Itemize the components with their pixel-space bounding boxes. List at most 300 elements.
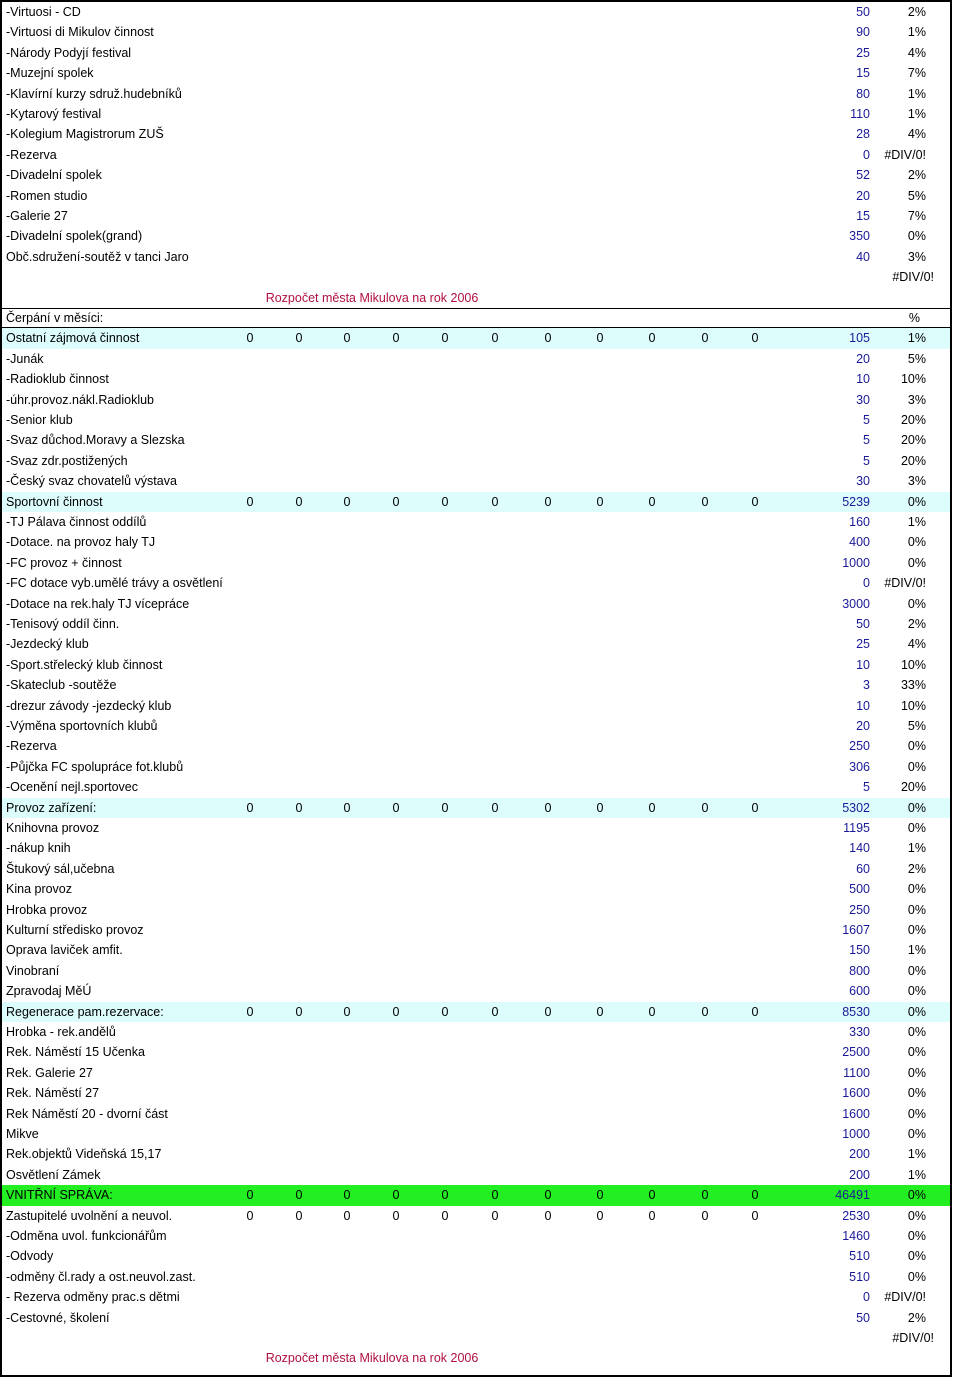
row-amount: 5 — [863, 453, 870, 468]
row-amount: 400 — [849, 535, 870, 550]
row-amount: 200 — [849, 1167, 870, 1182]
row-percent: 10% — [900, 372, 926, 387]
table-row — [2, 1083, 950, 1103]
table-row — [2, 1328, 950, 1348]
row-label: Zpravodaj MěÚ — [6, 984, 92, 999]
row-percent: 0% — [907, 1065, 926, 1080]
row-percent: 0% — [907, 1249, 926, 1264]
month-value: 0 — [343, 1208, 351, 1223]
table-row — [2, 267, 950, 287]
row-label: -Kolegium Magistrorum ZUŠ — [6, 127, 164, 142]
table-row — [2, 206, 950, 226]
table-row — [2, 838, 950, 858]
month-value: 0 — [491, 800, 499, 815]
month-value: 0 — [544, 494, 552, 509]
row-percent: 0% — [907, 821, 926, 835]
month-value: 0 — [246, 494, 254, 509]
row-amount: 25 — [856, 637, 870, 652]
row-amount: 15 — [856, 209, 870, 223]
month-value: 0 — [701, 1208, 709, 1223]
month-value: 0 — [648, 331, 656, 346]
table-row — [2, 614, 950, 634]
row-percent: 0% — [907, 963, 926, 978]
cerpani-label: Čerpání v měsíci: — [6, 311, 104, 325]
month-value: 0 — [441, 494, 449, 509]
month-value: 0 — [343, 331, 351, 346]
table-row — [2, 1185, 950, 1205]
row-label: -Sport.střelecký klub činnost — [6, 657, 163, 672]
row-amount: 52 — [856, 168, 870, 183]
row-label: -Odvody — [6, 1249, 54, 1264]
row-percent: 1% — [907, 841, 926, 856]
month-value: 0 — [491, 1188, 499, 1203]
month-value: 0 — [596, 1004, 604, 1019]
table-row — [2, 981, 950, 1001]
row-label: VNITŘNÍ SPRÁVA: — [6, 1188, 113, 1203]
month-value: 0 — [441, 1208, 449, 1223]
month-value: 0 — [392, 331, 400, 346]
row-percent: 1% — [907, 515, 926, 529]
row-percent: 0% — [907, 1106, 926, 1121]
month-value: 0 — [441, 1004, 449, 1019]
row-amount: 1000 — [842, 1127, 870, 1141]
row-amount: 0 — [863, 576, 870, 591]
month-value: 0 — [491, 1208, 499, 1223]
month-value: 0 — [544, 1208, 552, 1223]
table-row — [2, 1308, 950, 1328]
month-value: 0 — [701, 1004, 709, 1019]
cerpani-header — [2, 308, 950, 328]
table-row — [2, 328, 950, 348]
row-label: -Národy Podyjí festival — [6, 45, 132, 60]
row-label: -Radioklub činnost — [6, 372, 109, 387]
table-row — [2, 798, 950, 818]
row-percent: 20% — [900, 413, 926, 427]
section-title-row — [2, 288, 950, 308]
row-amount: 1195 — [843, 821, 870, 835]
row-label: -Tenisový oddíl činn. — [6, 617, 120, 631]
row-label: -Ocenění nejl.sportovec — [6, 780, 139, 795]
row-label: Regenerace pam.rezervace: — [6, 1004, 164, 1019]
row-label: -Rezerva — [6, 739, 57, 754]
row-label: -drezur závody -jezdecký klub — [6, 698, 172, 713]
row-percent: 0% — [907, 1229, 926, 1243]
row-amount: 110 — [850, 107, 870, 121]
table-row — [2, 716, 950, 736]
row-percent: 2% — [907, 617, 926, 631]
month-value: 0 — [544, 331, 552, 346]
month-value: 0 — [648, 1208, 656, 1223]
row-percent: 2% — [907, 861, 926, 876]
row-label: Štukový sál,učebna — [6, 861, 115, 876]
month-value: 0 — [295, 1004, 303, 1019]
row-amount: 510 — [849, 1269, 870, 1284]
table-row — [2, 349, 950, 369]
row-percent: 3% — [907, 474, 926, 489]
month-value: 0 — [648, 1188, 656, 1203]
section-title: Rozpočet města Mikulova na rok 2006 — [265, 290, 479, 305]
row-amount: 500 — [849, 882, 870, 897]
row-label: Rek. Galerie 27 — [6, 1065, 93, 1080]
row-amount: 250 — [849, 739, 870, 754]
month-value: 0 — [246, 1208, 254, 1223]
row-amount: 160 — [849, 515, 870, 529]
table-row — [2, 1124, 950, 1144]
table-row — [2, 369, 950, 389]
row-percent: 1% — [907, 1167, 926, 1182]
row-percent: 0% — [907, 902, 926, 917]
table-row — [2, 43, 950, 63]
row-percent: 0% — [907, 1086, 926, 1101]
row-label: -Virtuosi - CD — [6, 5, 81, 19]
row-percent: 0% — [907, 555, 926, 570]
table-row — [2, 22, 950, 42]
row-percent: 0% — [907, 229, 926, 244]
month-value: 0 — [441, 1188, 449, 1203]
row-percent: 7% — [907, 209, 926, 223]
row-amount: 1100 — [843, 1065, 870, 1080]
month-value: 0 — [596, 800, 604, 815]
row-amount: 1607 — [842, 923, 870, 937]
row-percent: 0% — [907, 494, 926, 509]
table-row — [2, 1206, 950, 1226]
row-percent: 0% — [907, 1045, 926, 1060]
row-percent: #DIV/0! — [884, 147, 926, 162]
row-percent: 20% — [900, 453, 926, 468]
month-value: 0 — [596, 1188, 604, 1203]
row-label: - Rezerva odměny prac.s dětmi — [6, 1290, 180, 1305]
row-percent: 2% — [907, 168, 926, 183]
row-percent: 0% — [907, 596, 926, 611]
month-value: 0 — [343, 1004, 351, 1019]
row-amount: 1600 — [842, 1086, 870, 1101]
row-label: Provoz zařízení: — [6, 800, 97, 815]
month-value: 0 — [246, 1188, 254, 1203]
row-amount: 0 — [863, 147, 870, 162]
row-percent: 2% — [907, 1310, 926, 1325]
month-value: 0 — [544, 1188, 552, 1203]
row-label: Kina provoz — [6, 882, 73, 897]
row-percent: 0% — [907, 1269, 926, 1284]
row-amount: 80 — [856, 86, 870, 101]
month-value: 0 — [295, 1188, 303, 1203]
table-row — [2, 124, 950, 144]
row-label: -Senior klub — [6, 413, 73, 427]
table-row — [2, 512, 950, 532]
table-row — [2, 777, 950, 797]
row-label: Rek. Náměstí 15 Učenka — [6, 1045, 145, 1060]
row-percent: 20% — [900, 780, 926, 795]
row-label: -Jezdecký klub — [6, 637, 89, 652]
row-percent: 1% — [907, 86, 926, 101]
row-label: Knihovna provoz — [6, 821, 100, 835]
row-amount: 3000 — [842, 596, 870, 611]
row-amount: 40 — [856, 249, 870, 264]
row-amount: 10 — [856, 372, 870, 387]
row-percent: 1% — [907, 943, 926, 958]
month-value: 0 — [701, 494, 709, 509]
row-amount: 250 — [849, 902, 870, 917]
table-row — [2, 675, 950, 695]
table-row — [2, 859, 950, 879]
row-amount: 25 — [856, 45, 870, 60]
row-label: -Dotace na rek.haly TJ vícepráce — [6, 596, 190, 611]
table-row — [2, 634, 950, 654]
row-label: -Výměna sportovních klubů — [6, 719, 158, 733]
row-label: -Skateclub -soutěže — [6, 678, 117, 693]
row-label: -Romen studio — [6, 188, 88, 203]
month-value: 0 — [491, 331, 499, 346]
row-amount: 50 — [856, 5, 870, 19]
month-value: 0 — [246, 331, 254, 346]
row-label: -Svaz zdr.postižených — [6, 453, 128, 468]
section-title: Rozpočet města Mikulova na rok 2006 — [265, 1351, 479, 1366]
row-label: -Odměna uvol. funkcionářům — [6, 1229, 167, 1243]
table-row — [2, 492, 950, 512]
row-percent: 0% — [907, 739, 926, 754]
row-percent: 10% — [900, 698, 926, 713]
month-value: 0 — [246, 800, 254, 815]
row-label: Vinobraní — [6, 963, 60, 978]
row-label: Hrobka provoz — [6, 902, 88, 917]
row-amount: 3 — [863, 678, 870, 693]
row-percent: 3% — [907, 392, 926, 407]
table-row — [2, 2, 950, 22]
row-percent: #DIV/0! — [884, 576, 926, 591]
table-row — [2, 757, 950, 777]
row-amount: 330 — [849, 1025, 870, 1039]
month-value: 0 — [701, 1188, 709, 1203]
row-label: Osvětlení Zámek — [6, 1167, 101, 1182]
table-row — [2, 655, 950, 675]
row-amount: 200 — [849, 1147, 870, 1162]
row-label: -Junák — [6, 351, 44, 366]
row-amount: 28 — [856, 127, 870, 142]
table-row — [2, 940, 950, 960]
month-value: 0 — [295, 494, 303, 509]
month-value: 0 — [751, 1004, 759, 1019]
table-row — [2, 920, 950, 940]
row-percent: 0% — [907, 882, 926, 897]
row-percent: 3% — [907, 249, 926, 264]
month-value: 0 — [701, 800, 709, 815]
row-amount: 140 — [849, 841, 870, 856]
table-row — [2, 594, 950, 614]
table-row — [2, 1144, 950, 1164]
row-label: -Český svaz chovatelů výstava — [6, 474, 177, 489]
table-row — [2, 573, 950, 593]
table-row — [2, 390, 950, 410]
month-value: 0 — [392, 1188, 400, 1203]
row-percent: 0% — [907, 923, 926, 937]
row-label: Zastupitelé uvolnění a neuvol. — [6, 1208, 173, 1223]
month-value: 0 — [596, 1208, 604, 1223]
table-row — [2, 410, 950, 430]
row-label: -Cestovné, školení — [6, 1310, 110, 1325]
row-label: -Rezerva — [6, 147, 57, 162]
month-value: 0 — [392, 494, 400, 509]
table-row — [2, 1226, 950, 1246]
row-percent: 1% — [907, 25, 926, 40]
row-percent: 4% — [907, 45, 926, 60]
table-row — [2, 736, 950, 756]
row-percent: 2% — [907, 5, 926, 19]
table-row — [2, 1246, 950, 1266]
table-row — [2, 1104, 950, 1124]
row-amount: 10 — [856, 657, 870, 672]
row-label: -FC provoz + činnost — [6, 555, 122, 570]
row-amount: 8530 — [842, 1004, 870, 1019]
table-row — [2, 451, 950, 471]
month-value: 0 — [648, 494, 656, 509]
row-percent: 1% — [907, 1147, 926, 1162]
row-label: -Galerie 27 — [6, 209, 68, 223]
row-label: Rek. Náměstí 27 — [6, 1086, 100, 1101]
table-row — [2, 63, 950, 83]
row-percent: 10% — [900, 657, 926, 672]
row-label: -TJ Pálava činnost oddílů — [6, 515, 147, 529]
row-label: Oprava laviček amfit. — [6, 943, 123, 958]
row-amount: 50 — [856, 1310, 870, 1325]
month-value: 0 — [648, 800, 656, 815]
table-row — [2, 961, 950, 981]
month-value: 0 — [648, 1004, 656, 1019]
row-percent: 1% — [907, 107, 926, 121]
row-label: Obč.sdružení-soutěž v tanci Jaro — [6, 249, 189, 264]
table-row — [2, 226, 950, 246]
row-amount: 5 — [863, 413, 870, 427]
row-amount: 5 — [863, 780, 870, 795]
month-value: 0 — [295, 800, 303, 815]
row-amount: 5239 — [842, 494, 870, 509]
row-amount: 30 — [856, 474, 870, 489]
month-value: 0 — [751, 331, 759, 346]
row-amount: 0 — [863, 1290, 870, 1305]
table-row — [2, 900, 950, 920]
month-value: 0 — [246, 1004, 254, 1019]
row-label: -Půjčka FC spolupráce fot.klubů — [6, 759, 184, 774]
row-label: Rek Náměstí 20 - dvorní část — [6, 1106, 168, 1121]
div-error: #DIV/0! — [892, 1331, 934, 1345]
row-label: -úhr.provoz.nákl.Radioklub — [6, 392, 154, 407]
row-amount: 20 — [856, 351, 870, 366]
month-value: 0 — [343, 1188, 351, 1203]
row-amount: 15 — [856, 66, 870, 81]
row-amount: 5 — [863, 433, 870, 448]
table-row — [2, 104, 950, 124]
table-row — [2, 1002, 950, 1022]
table-row — [2, 696, 950, 716]
percent-header: % — [908, 311, 920, 325]
row-percent: 0% — [907, 1004, 926, 1019]
row-amount: 150 — [849, 943, 870, 958]
table-row — [2, 1165, 950, 1185]
row-label: -Divadelní spolek — [6, 168, 102, 183]
month-value: 0 — [441, 331, 449, 346]
month-value: 0 — [343, 800, 351, 815]
month-value: 0 — [491, 1004, 499, 1019]
row-amount: 306 — [849, 759, 870, 774]
row-amount: 1600 — [842, 1106, 870, 1121]
table-row — [2, 818, 950, 838]
row-percent: 0% — [907, 1127, 926, 1141]
row-amount: 105 — [849, 331, 870, 346]
row-percent: 0% — [907, 1208, 926, 1223]
row-label: Mikve — [6, 1127, 39, 1141]
table-row — [2, 1022, 950, 1042]
table-row — [2, 1042, 950, 1062]
table-row — [2, 430, 950, 450]
row-amount: 350 — [849, 229, 870, 244]
row-amount: 1000 — [842, 555, 870, 570]
row-percent: 4% — [907, 637, 926, 652]
table-row — [2, 471, 950, 491]
row-amount: 10 — [856, 698, 870, 713]
row-label: Hrobka - rek.andělů — [6, 1025, 116, 1039]
row-percent: #DIV/0! — [884, 1290, 926, 1305]
row-amount: 20 — [856, 188, 870, 203]
row-amount: 800 — [849, 963, 870, 978]
row-label: -Kytarový festival — [6, 107, 102, 121]
section-title-row — [2, 1348, 950, 1368]
row-percent: 5% — [907, 188, 926, 203]
month-value: 0 — [392, 1004, 400, 1019]
row-label: -Muzejní spolek — [6, 66, 94, 81]
row-percent: 0% — [907, 535, 926, 550]
table-row — [2, 145, 950, 165]
row-label: -FC dotace vyb.umělé trávy a osvětlení — [6, 576, 223, 591]
row-amount: 20 — [856, 719, 870, 733]
row-amount: 600 — [849, 984, 870, 999]
table-row — [2, 1287, 950, 1307]
row-percent: 33% — [900, 678, 926, 693]
row-amount: 60 — [856, 861, 870, 876]
row-amount: 2500 — [842, 1045, 870, 1060]
row-label: -odměny čl.rady a ost.neuvol.zast. — [6, 1269, 196, 1284]
month-value: 0 — [544, 800, 552, 815]
month-value: 0 — [596, 494, 604, 509]
month-value: 0 — [295, 331, 303, 346]
table-row — [2, 1267, 950, 1287]
row-percent: 0% — [907, 1188, 926, 1203]
table-row — [2, 186, 950, 206]
row-percent: 5% — [907, 351, 926, 366]
row-label: Ostatní zájmová činnost — [6, 331, 140, 346]
month-value: 0 — [392, 1208, 400, 1223]
row-label: -Dotace. na provoz haly TJ — [6, 535, 156, 550]
table-row — [2, 532, 950, 552]
row-amount: 510 — [849, 1249, 870, 1264]
row-amount: 5302 — [842, 800, 870, 815]
row-label: Kulturní středisko provoz — [6, 923, 144, 937]
row-amount: 50 — [856, 617, 870, 631]
row-percent: 5% — [907, 719, 926, 733]
row-label: -Virtuosi di Mikulov činnost — [6, 25, 154, 40]
month-value: 0 — [544, 1004, 552, 1019]
row-percent: 7% — [907, 66, 926, 81]
month-value: 0 — [701, 331, 709, 346]
row-label: -Klavírní kurzy sdruž.hudebníků — [6, 86, 182, 101]
row-percent: 0% — [907, 1025, 926, 1039]
month-value: 0 — [751, 494, 759, 509]
table-row — [2, 247, 950, 267]
row-amount: 1460 — [842, 1229, 870, 1243]
row-percent: 0% — [907, 759, 926, 774]
row-percent: 1% — [907, 331, 926, 346]
month-value: 0 — [392, 800, 400, 815]
month-value: 0 — [343, 494, 351, 509]
month-value: 0 — [751, 1188, 759, 1203]
